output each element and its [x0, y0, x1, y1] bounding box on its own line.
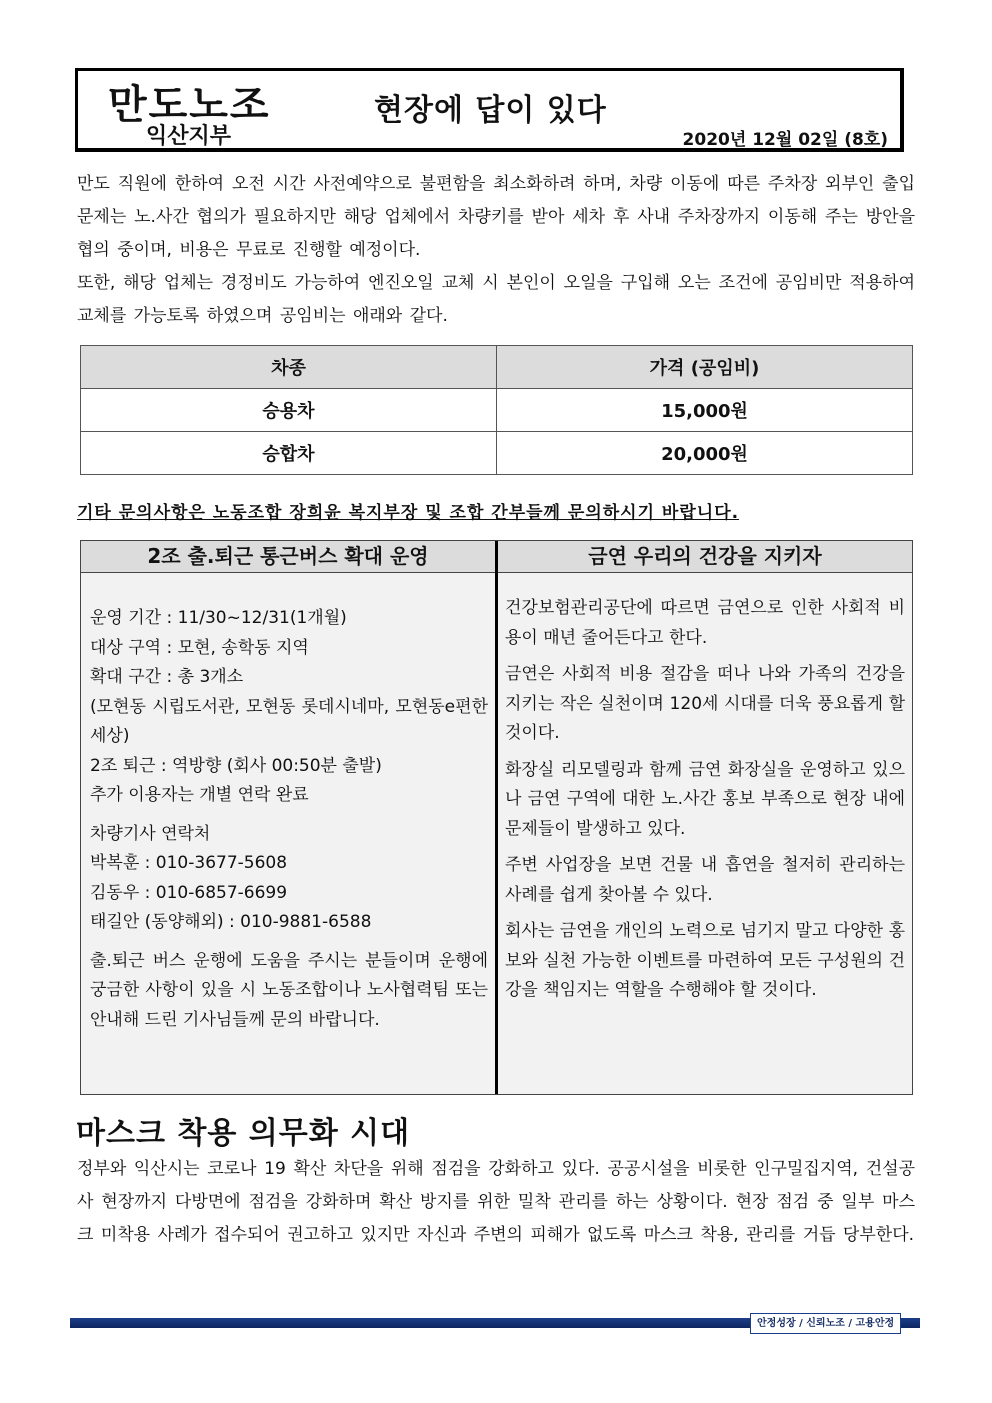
- table-header-row: [81, 346, 913, 389]
- bus-info-line: 확대 구간 : 총 3개소: [90, 667, 244, 687]
- smoking-section-body: [505, 594, 905, 1013]
- bus-closing: 출.퇴근 버스 운행에 도움을 주시는 분들이며 운행에 궁금한 사항이 있을 시 노동조합이나 노사협력팀 또는 안내해 드린 기사님들께 문의 바랍니다.: [90, 950, 488, 1030]
- two-column-box: [80, 540, 913, 1095]
- smoking-paragraph: 주변 사업장을 보면 건물 내 흡연을 철저히 관리하는 사례를 쉽게 찾아볼 수 있다.: [505, 855, 905, 905]
- bus-section-body: [90, 604, 488, 1035]
- bus-info-line: 추가 이용자는 개별 연락 완료: [90, 785, 309, 805]
- driver-contact: 김동우 : 010-6857-6699: [90, 882, 288, 903]
- bus-section-title: 2조 출.퇴근 통근버스 확대 운영: [81, 541, 495, 573]
- vehicle-type-cell: 승합차: [81, 432, 497, 475]
- driver-contact: 태길안 (동양해외) : 010-9881-6588: [90, 912, 372, 932]
- smoking-paragraph: 화장실 리모델링과 함께 금연 화장실을 운영하고 있으나 금연 구역에 대한 노.사간 홍보 부족으로 현장 내에 문제들이 발생하고 있다.: [505, 759, 905, 839]
- masthead: [75, 68, 904, 152]
- price-cell: 15,000원: [497, 389, 913, 432]
- column-divider: [495, 541, 498, 1094]
- price-cell: 20,000원: [497, 432, 913, 475]
- labor-cost-table: [80, 345, 913, 475]
- contact-title: 차량기사 연락처: [90, 823, 211, 844]
- smoking-paragraph: 금연은 사회적 비용 절감을 떠나 나와 가족의 건강을 지키는 작은 실천이며 120세 시대를 더욱 풍요롭게 할 것이다.: [505, 664, 905, 743]
- branch-name: 익산지부: [146, 124, 232, 149]
- union-name: 만도노조: [108, 82, 271, 128]
- bus-info-line: (모현동 시립도서관, 모현동 롯데시네마, 모현동e편한세상): [90, 696, 488, 746]
- bus-info-line: 운영 기간 : 11/30~12/31(1개월): [90, 608, 347, 628]
- headline: 현장에 답이 있다: [374, 93, 607, 128]
- mask-paragraph: 정부와 익산시는 코로나 19 확산 차단을 위해 점검을 강화하고 있다. 공공시설을 비롯한 인구밀집지역, 건설공사 현장까지 다방면에 점검을 강화하며 확산 방지를 위한 밀착 관리를 하는 상황이다. 현장 점검 중 일부 마스크 미착용 사례가 접수되어 권고하고 있지만 자신과 주변의 피해가 없도록 마스크 착용, 관리를 거듭 당부한다.: [77, 1159, 915, 1245]
- smoking-paragraph: 건강보험관리공단에 따르면 금연으로 인한 사회적 비용이 매년 줄어든다고 한다.: [505, 598, 905, 648]
- smoking-paragraph: 회사는 금연을 개인의 노력으로 넘기지 말고 다양한 홍보와 실천 가능한 이벤트를 마련하여 모든 구성원의 건강을 책임지는 역할을 수행해야 할 것이다.: [505, 921, 905, 1000]
- issue-date: 2020년 12월 02일 (8호): [682, 130, 888, 150]
- bus-info-line: 대상 구역 : 모현, 송학동 지역: [90, 637, 309, 658]
- bus-info-line: 2조 퇴근 : 역방향 (회사 00:50분 출발): [90, 755, 382, 776]
- vehicle-type-cell: 승용차: [81, 389, 497, 432]
- intro-paragraph-1: 만도 직원에 한하여 오전 시간 사전예약으로 불편함을 최소화하려 하며, 차량 이동에 따른 주차장 외부인 출입문제는 노.사간 협의가 필요하지만 해당 업체에서 차량키를 받아 세차 후 사내 주차장까지 이동해 주는 방안을 협의 중이며, 비용은 무료로 진행할 예정이다.: [77, 174, 915, 260]
- driver-contact: 박복훈 : 010-3677-5608: [90, 853, 288, 873]
- footer-slogan: 안정성장 / 신뢰노조 / 고용안정: [750, 1313, 901, 1334]
- intro-paragraph-2: 또한, 해당 업체는 경정비도 가능하여 엔진오일 교체 시 본인이 오일을 구입해 오는 조건에 공임비만 적용하여 교체를 가능토록 하였으며 공임비는 애래와 같다.: [77, 273, 915, 326]
- table-row: [81, 432, 913, 475]
- table-header-cell: 차종: [81, 346, 497, 389]
- mask-section-body: [77, 1153, 915, 1252]
- smoking-section-title: 금연 우리의 건강을 지키자: [498, 541, 912, 573]
- intro-section: [77, 168, 915, 333]
- table-row: [81, 389, 913, 432]
- table-header-cell: 가격 (공임비): [497, 346, 913, 389]
- mask-section-title: 마스크 착용 의무화 시대: [76, 1116, 411, 1151]
- inquiry-notice: 기타 문의사항은 노동조합 장희윤 복지부장 및 조합 간부들께 문의하시기 바랍니다.: [77, 503, 740, 523]
